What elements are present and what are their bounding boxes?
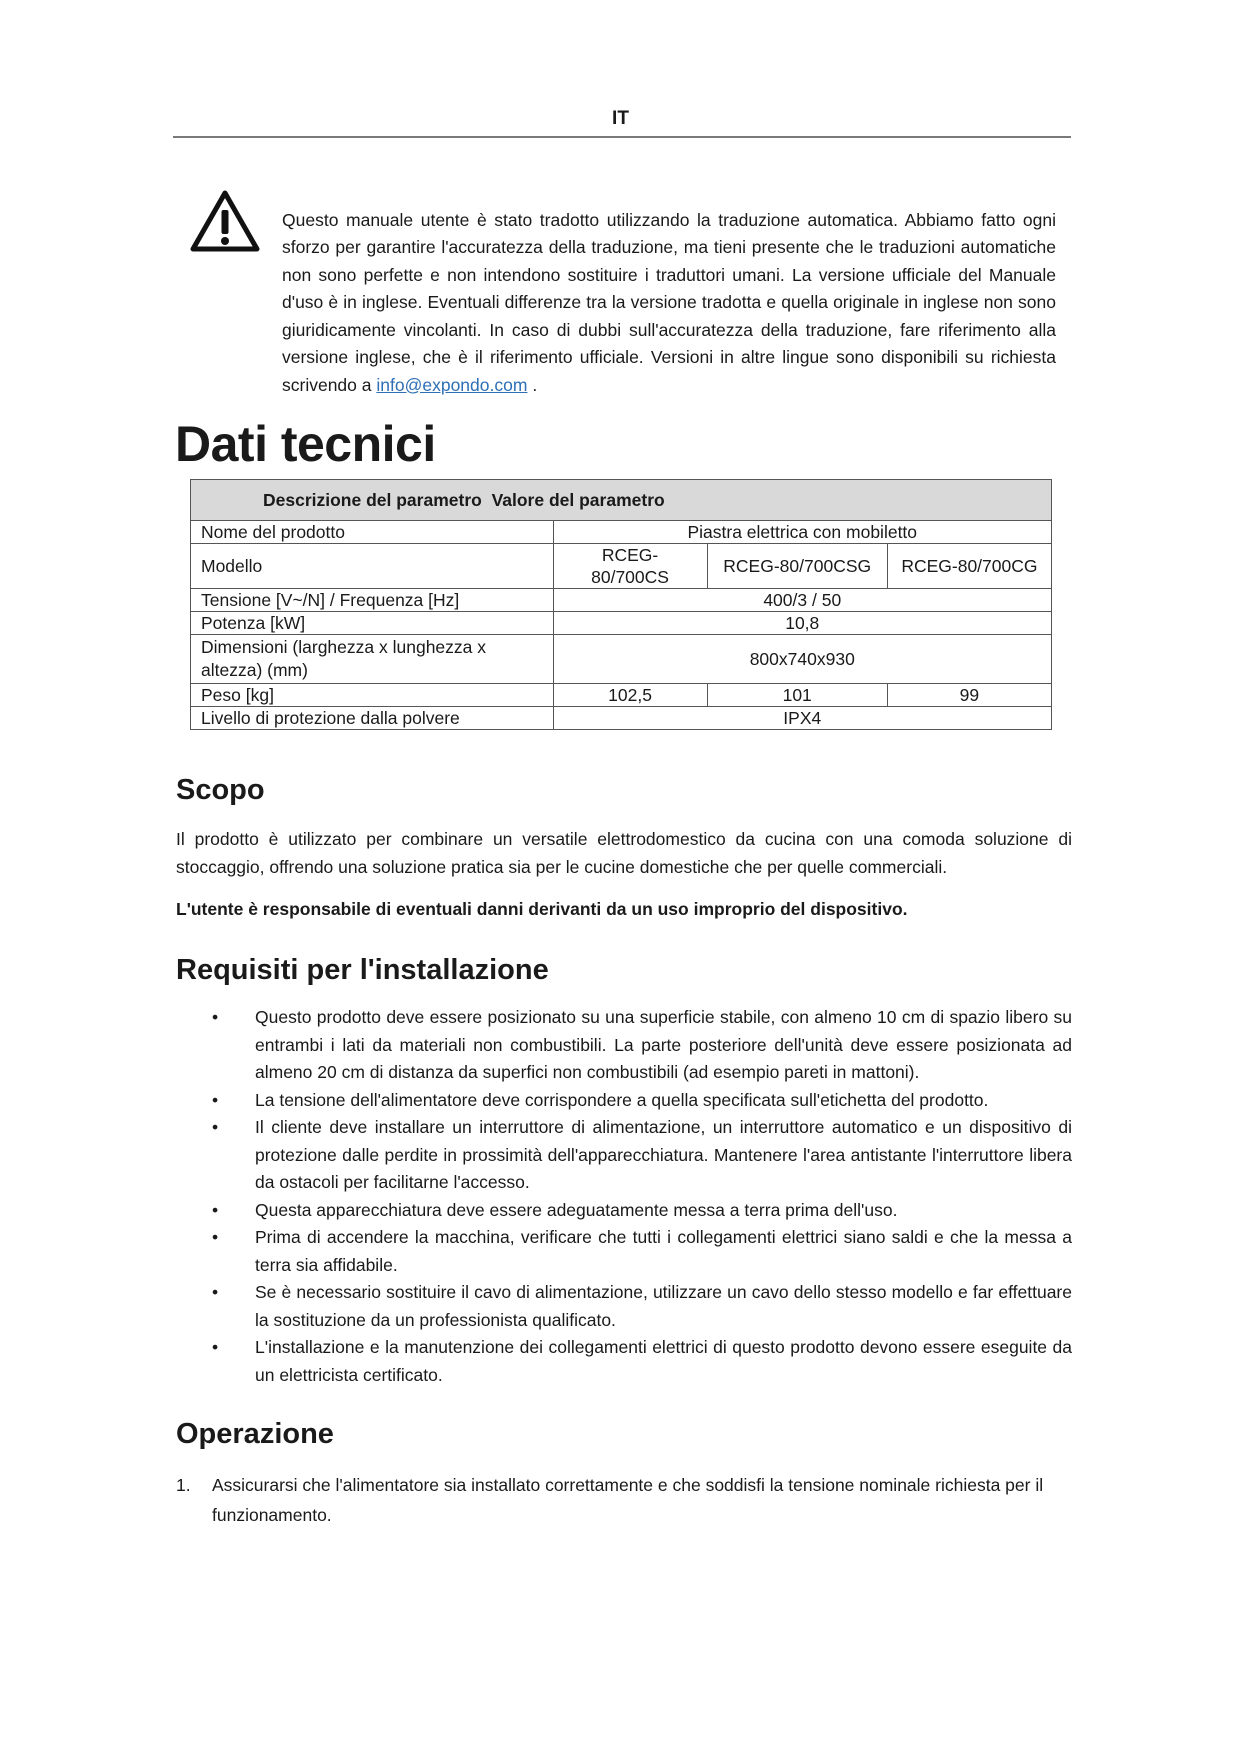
bullet: • <box>212 1199 219 1220</box>
table-row <box>191 521 1052 544</box>
notice-text: Questo manuale utente è stato tradotto utilizzando la traduzione automatica. Abbiamo fatto ogni sforzo per garantire l'accuratezza della traduzione, ma tieni presente che le traduzioni automatiche non sono perfette e non intendono sostituire i traduttori umani. La versione ufficiale del Manuale d'uso è in inglese. Eventuali differenze tra la versione tradotta e quella originale in inglese non sono giuridicamente vincolanti. In caso di dubbi sull'accuratezza della traduzione, fare riferimento alla versione inglese, che è il riferimento ufficiale. Versioni in altre lingue sono disponibili su richiesta scrivendo a <box>282 209 1056 395</box>
list-item-text: L'installazione e la manutenzione dei collegamenti elettrici di questo prodotto devono essere eseguite da un elettricista certificato. <box>255 1337 1072 1385</box>
list-item <box>176 1087 1072 1115</box>
bullet: • <box>212 1117 219 1137</box>
bullet: • <box>212 1227 219 1247</box>
row-value: 102,5 <box>553 684 707 707</box>
operation-steps <box>176 1470 1072 1530</box>
list-item-text: Questo prodotto deve essere posizionato su una superficie stabile, con almeno 10 cm di spazio libero su entrambi i lati da materiali non combustibili. La parte posteriore dell'unità deve essere posizionata ad almeno 20 cm di distanza da superfici non combustibili (ad esempio pareti in mattoni). <box>255 1007 1072 1082</box>
row-value: RCEG-80/700CG <box>887 544 1051 589</box>
list-item <box>176 1224 1072 1279</box>
installation-list <box>176 1004 1072 1389</box>
list-item-text: Se è necessario sostituire il cavo di alimentazione, utilizzare un cavo dello stesso modello e far effettuare la sostituzione da un professionista qualificato. <box>255 1282 1072 1330</box>
list-item <box>176 1004 1072 1087</box>
notice-end: . <box>532 374 538 395</box>
bullet: • <box>212 1089 219 1110</box>
table-header-row <box>191 480 1052 521</box>
installation-heading: Requisiti per l'installazione <box>176 954 549 986</box>
row-label: Dimensioni (larghezza x lunghezza x altezza) (mm) <box>191 635 554 684</box>
list-item-text: La tensione dell'alimentatore deve corrispondere a quella specificata sull'etichetta del prodotto. <box>255 1089 989 1110</box>
table-row <box>191 635 1052 684</box>
scope-text: Il prodotto è utilizzato per combinare un versatile elettrodomestico da cucina con una comoda soluzione di stoccaggio, offrendo una soluzione pratica sia per le cucine domestiche che per quelle commerciali. <box>176 829 1072 877</box>
row-label: Peso [kg] <box>191 684 554 707</box>
row-label: Modello <box>191 544 554 589</box>
row-value: IPX4 <box>553 707 1051 730</box>
header-divider <box>173 136 1071 138</box>
header-value: Valore del parametro <box>491 490 665 510</box>
list-item <box>176 1114 1072 1197</box>
scope-heading: Scopo <box>176 774 265 806</box>
row-label: Tensione [V~/N] / Frequenza [Hz] <box>191 589 554 612</box>
list-item <box>176 1334 1072 1389</box>
translation-notice <box>282 207 1056 400</box>
list-item <box>176 1279 1072 1334</box>
email-link[interactable]: info@expondo.com <box>376 374 528 395</box>
row-value: 400/3 / 50 <box>553 589 1051 612</box>
row-value: RCEG-80/700CSG <box>707 544 887 589</box>
operation-heading: Operazione <box>176 1418 334 1450</box>
bullet: • <box>212 1007 219 1027</box>
technical-data-table <box>190 479 1052 730</box>
table-row <box>191 612 1052 635</box>
warning-icon <box>190 190 260 252</box>
row-value: 101 <box>707 684 887 707</box>
language-header: IT <box>612 108 629 129</box>
table-row <box>191 589 1052 612</box>
row-label: Potenza [kW] <box>191 612 554 635</box>
row-value: 800x740x930 <box>553 635 1051 684</box>
list-item-text: Prima di accendere la macchina, verificare che tutti i collegamenti elettrici siano saldi e che la messa a terra sia affidabile. <box>255 1227 1072 1275</box>
row-label: Nome del prodotto <box>191 521 554 544</box>
list-item <box>176 1197 1072 1225</box>
step-number: 1. <box>176 1475 191 1495</box>
bullet: • <box>212 1282 219 1302</box>
table-row <box>191 684 1052 707</box>
list-item <box>176 1470 1072 1530</box>
header-param: Descrizione del parametro <box>263 490 482 510</box>
row-value: 10,8 <box>553 612 1051 635</box>
row-value: 99 <box>887 684 1051 707</box>
list-item-text: Questa apparecchiatura deve essere adeguatamente messa a terra prima dell'uso. <box>255 1199 898 1220</box>
bullet: • <box>212 1337 219 1357</box>
row-value: RCEG-80/700CS <box>553 544 707 589</box>
page-title: Dati tecnici <box>175 416 436 472</box>
table-header <box>191 480 1052 521</box>
step-text: Assicurarsi che l'alimentatore sia installato correttamente e che soddisfi la tensione nominale richiesta per il funzionamento. <box>212 1475 1044 1525</box>
table-row <box>191 707 1052 730</box>
list-item-text: Il cliente deve installare un interruttore di alimentazione, un interruttore automatico e un dispositivo di protezione dalle perdite in prossimità dell'apparecchiatura. Mantenere l'area antistante l'interruttore libera da ostacoli per facilitarne l'accesso. <box>255 1117 1072 1192</box>
table-row <box>191 544 1052 589</box>
row-label: Livello di protezione dalla polvere <box>191 707 554 730</box>
scope-warning: L'utente è responsabile di eventuali danni derivanti da un uso improprio del dispositivo. <box>176 899 908 919</box>
row-value: Piastra elettrica con mobiletto <box>553 521 1051 544</box>
